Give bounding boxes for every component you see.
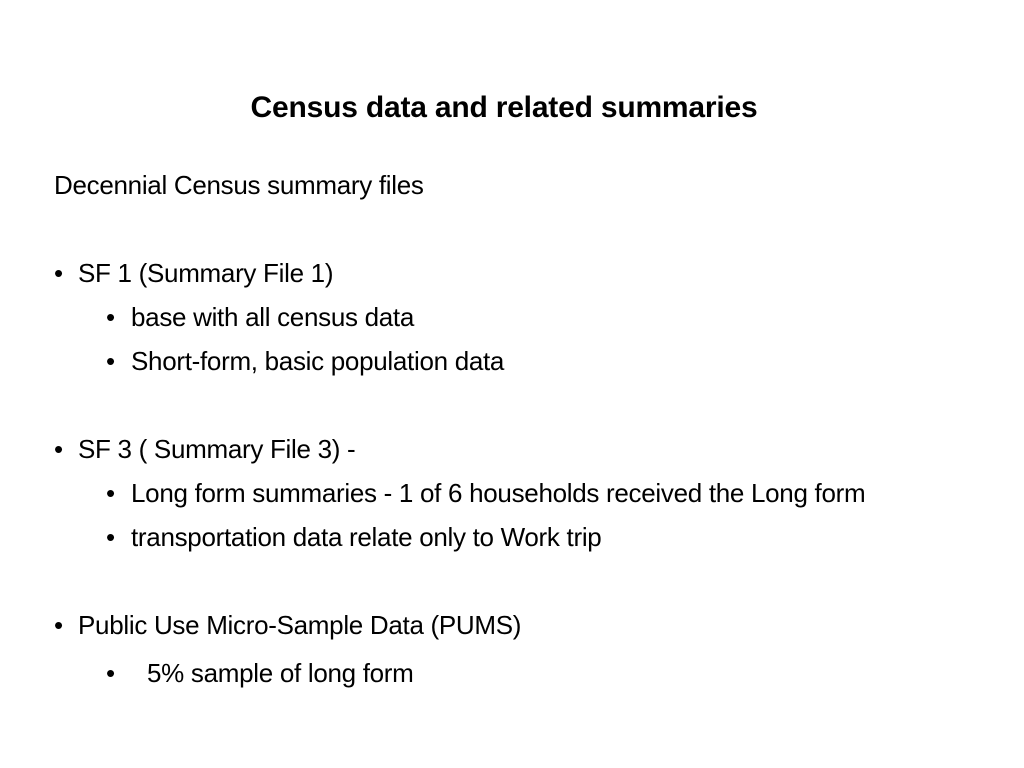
bullet-sf3 bbox=[54, 427, 954, 471]
spacer bbox=[54, 559, 954, 603]
bullet-dot-icon: • bbox=[106, 302, 115, 332]
bullet-dot-icon: • bbox=[106, 346, 115, 376]
sub-bullet bbox=[54, 295, 911, 339]
sub-bullet-text: 5% sample of long form bbox=[147, 658, 414, 688]
sub-bullet bbox=[54, 515, 911, 559]
sub-bullet-text: Long form summaries - 1 of 6 households received the Long form bbox=[131, 478, 866, 508]
sub-bullet-text: Short-form, basic population data bbox=[131, 346, 505, 376]
slide-title: Census data and related summaries bbox=[250, 91, 758, 124]
sub-bullet bbox=[54, 471, 911, 515]
bullet-dot-icon: • bbox=[106, 522, 115, 552]
intro-text: Decennial Census summary files bbox=[54, 170, 424, 200]
bullet-sf1 bbox=[54, 251, 954, 295]
bullet-text: SF 1 (Summary File 1) bbox=[78, 258, 334, 288]
slide-body bbox=[54, 163, 954, 695]
spacer bbox=[54, 207, 954, 251]
bullet-dot-icon: • bbox=[54, 434, 63, 464]
sub-bullet-text: base with all census data bbox=[131, 302, 415, 332]
spacer bbox=[54, 383, 954, 427]
bullet-dot-icon: • bbox=[106, 478, 115, 508]
bullet-dot-icon: • bbox=[106, 658, 115, 688]
bullet-pums bbox=[54, 603, 954, 647]
bullet-dot-icon: • bbox=[54, 610, 63, 640]
bullet-text: Public Use Micro-Sample Data (PUMS) bbox=[78, 610, 522, 640]
bullet-dot-icon: • bbox=[54, 258, 63, 288]
sub-bullet bbox=[54, 339, 911, 383]
sub-bullet-text: transportation data relate only to Work trip bbox=[131, 522, 602, 552]
bullet-text: SF 3 ( Summary File 3) - bbox=[78, 434, 356, 464]
sub-bullet bbox=[54, 651, 911, 695]
